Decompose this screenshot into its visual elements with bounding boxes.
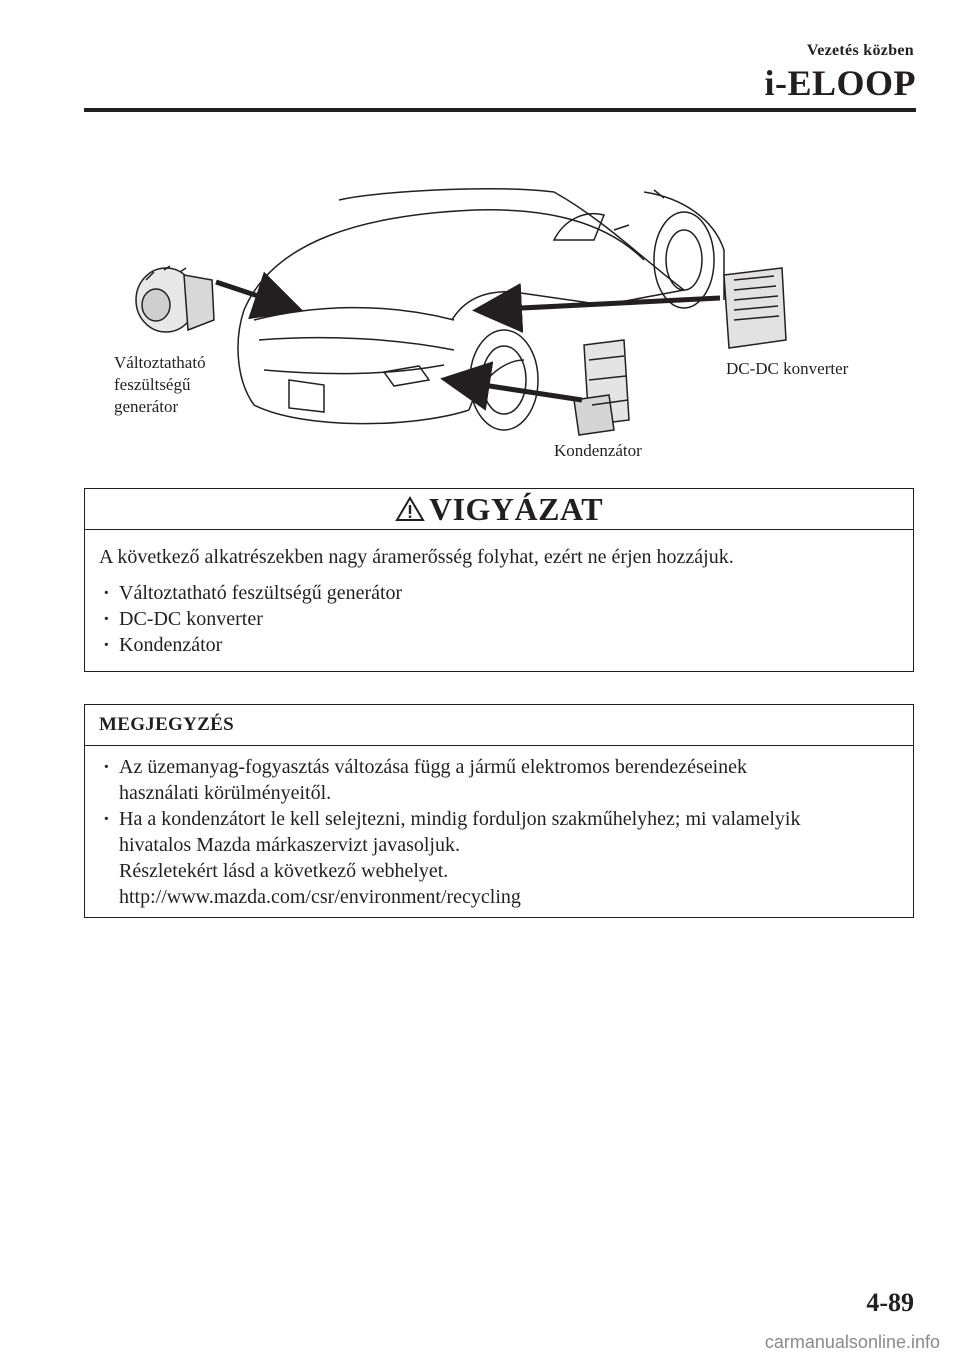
- caution-list-item: · Változtatható feszültségű generátor: [99, 580, 899, 606]
- watermark-text: carmanualsonline.info: [764, 1332, 940, 1352]
- recycling-url: http://www.mazda.com/csr/environment/recycling: [119, 886, 521, 908]
- caution-list-item: · DC-DC konverter: [99, 606, 899, 632]
- dcdc-converter-part: [724, 268, 786, 348]
- note-box: [84, 704, 914, 918]
- note-line: · Az üzemanyag-fogyasztás változása függ a jármű elektromos berendezéseinek: [119, 756, 748, 778]
- note-title: MEGJEGYZÉS: [99, 714, 234, 735]
- generator-part: [136, 266, 214, 332]
- note-body: [85, 746, 913, 910]
- note-list-item: [99, 754, 899, 806]
- caution-header: [85, 489, 913, 530]
- pointer-arrows: [216, 282, 720, 400]
- caution-intro: A következő alkatrészekben nagy áramerősség folyhat, ezért ne érjen hozzájuk.: [99, 546, 734, 568]
- note-line: Részletekért lásd a következő webhelyet.: [119, 860, 449, 882]
- note-line: · Ha a kondenzátort le kell selejtezni, mindig forduljon szakműhelyhez; mi valamelyik: [119, 808, 801, 830]
- chapter-title: i-ELOOP: [764, 63, 916, 103]
- header-divider: [84, 108, 916, 112]
- page-number: 4-89: [866, 1288, 914, 1317]
- caution-list: [99, 580, 899, 658]
- note-list-item: [99, 806, 899, 910]
- car-body: [238, 189, 724, 430]
- capacitor-label: Kondenzátor: [554, 441, 642, 460]
- note-line: hivatalos Mazda márkaszervizt javasoljuk.: [119, 834, 460, 856]
- dcdc-converter-label: DC-DC konverter: [726, 359, 849, 378]
- caution-box: [84, 488, 914, 672]
- car-component-figure: [84, 180, 916, 470]
- caution-body: [85, 530, 913, 658]
- capacitor-part: [574, 340, 629, 435]
- caution-list-item: · Kondenzátor: [99, 632, 899, 658]
- generator-label: Változtatható feszültségű generátor: [114, 353, 206, 416]
- caution-title: VIGYÁZAT: [428, 490, 604, 527]
- note-header: [85, 705, 913, 746]
- note-list: [99, 754, 899, 910]
- warning-triangle-icon: [395, 496, 425, 522]
- section-header-label: Vezetés közben: [806, 42, 914, 59]
- note-line: használati körülményeitől.: [119, 782, 332, 804]
- car-illustration: [84, 180, 916, 470]
